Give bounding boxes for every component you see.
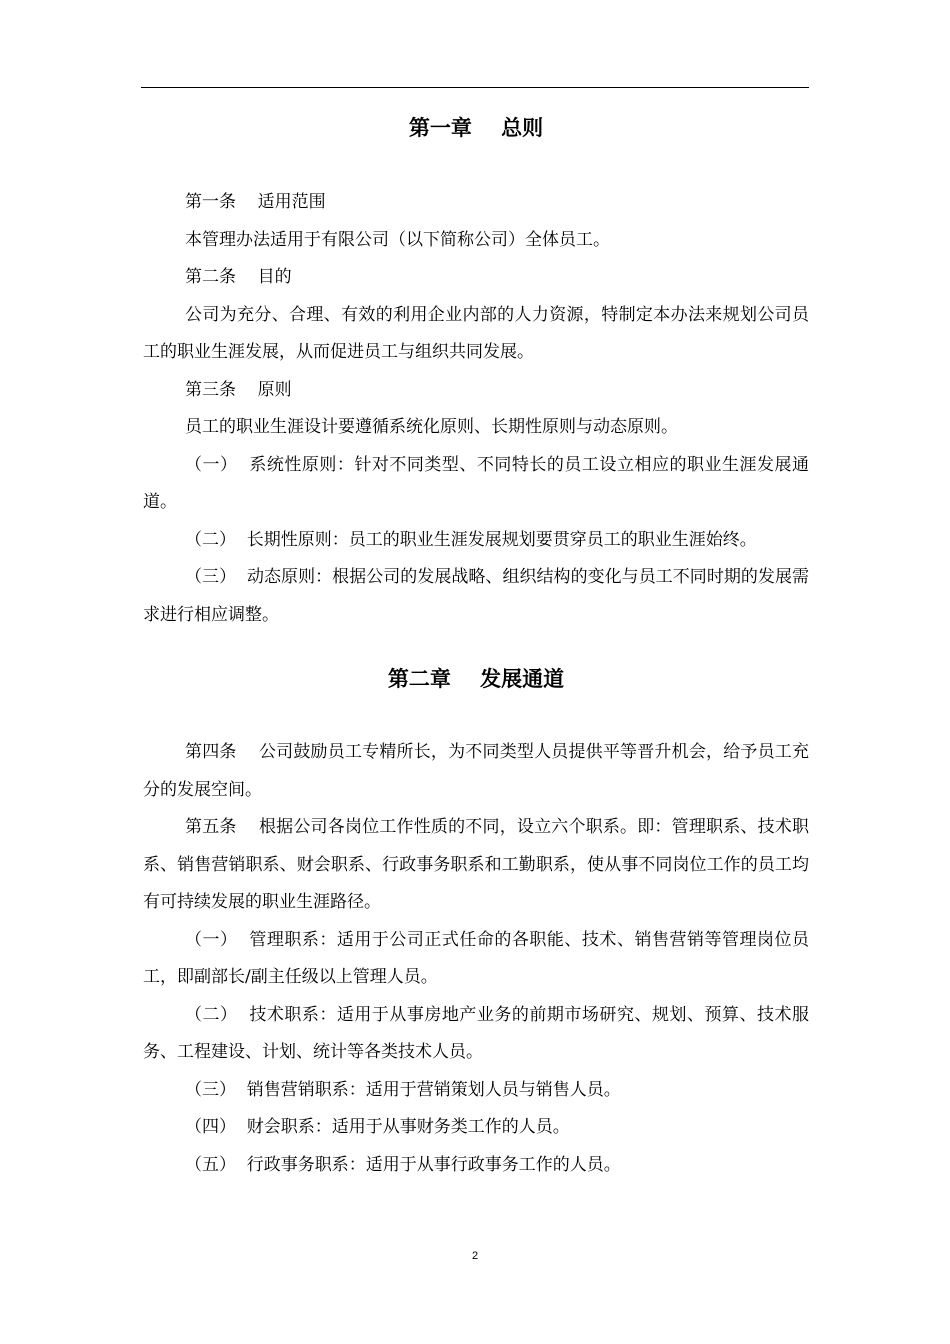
principle-item: （一） 系统性原则：针对不同类型、不同特长的员工设立相应的职业生涯发展通道。 — [143, 454, 809, 512]
article-1-body: 本管理办法适用于有限公司（以下简称公司）全体员工。 — [185, 229, 610, 250]
article-4: 第四条 公司鼓励员工专精所长，为不同类型人员提供平等晋升机会，给予员工充分的发展空间。 — [143, 742, 809, 800]
article-1-heading: 第一条 适用范围 — [185, 192, 326, 212]
chapter-1-title: 第一章 总则 — [408, 115, 544, 140]
principle-item: （三） 动态原则：根据公司的发展战略、组织结构的变化与员工不同时期的发展需求进行相应调整。 — [143, 567, 809, 625]
career-track-item: （四） 财会职系：适用于从事财务类工作的人员。 — [185, 1117, 570, 1137]
career-track-item: （三） 销售营销职系：适用于营销策划人员与销售人员。 — [185, 1079, 621, 1100]
article-5: 第五条 根据公司各岗位工作性质的不同，设立六个职系。即：管理职系、技术职系、销售营销职系、财会职系、行政事务职系和工勤职系，使从事不同岗位工作的员工均有可持续发展的职业生涯路径。 — [143, 817, 809, 912]
principle-item: （二） 长期性原则：员工的职业生涯发展规划要贯穿员工的职业生涯始终。 — [185, 529, 757, 550]
article-3-body: 员工的职业生涯设计要遵循系统化原则、长期性原则与动态原则。 — [185, 417, 678, 437]
article-3-heading: 第三条 原则 — [185, 379, 292, 400]
career-track-item: （二） 技术职系：适用于从事房地产业务的前期市场研究、规划、预算、技术服务、工程建设、计划、统计等各类技术人员。 — [143, 1004, 809, 1062]
career-track-item: （五） 行政事务职系：适用于从事行政事务工作的人员。 — [185, 1154, 621, 1175]
page-number: 2 — [471, 1250, 479, 1262]
chapter-2-title: 第二章 发展通道 — [387, 666, 565, 691]
header-rule — [141, 87, 809, 88]
document-body — [143, 112, 809, 1184]
article-2-heading: 第二条 目的 — [185, 267, 292, 287]
article-2-body: 公司为充分、合理、有效的利用企业内部的人力资源，特制定本办法来规划公司员工的职业生涯发展，从而促进员工与组织共同发展。 — [143, 304, 809, 362]
career-track-item: （一） 管理职系：适用于公司正式任命的各职能、技术、销售营销等管理岗位员工，即副部长/副主任级以上管理人员。 — [143, 929, 809, 987]
